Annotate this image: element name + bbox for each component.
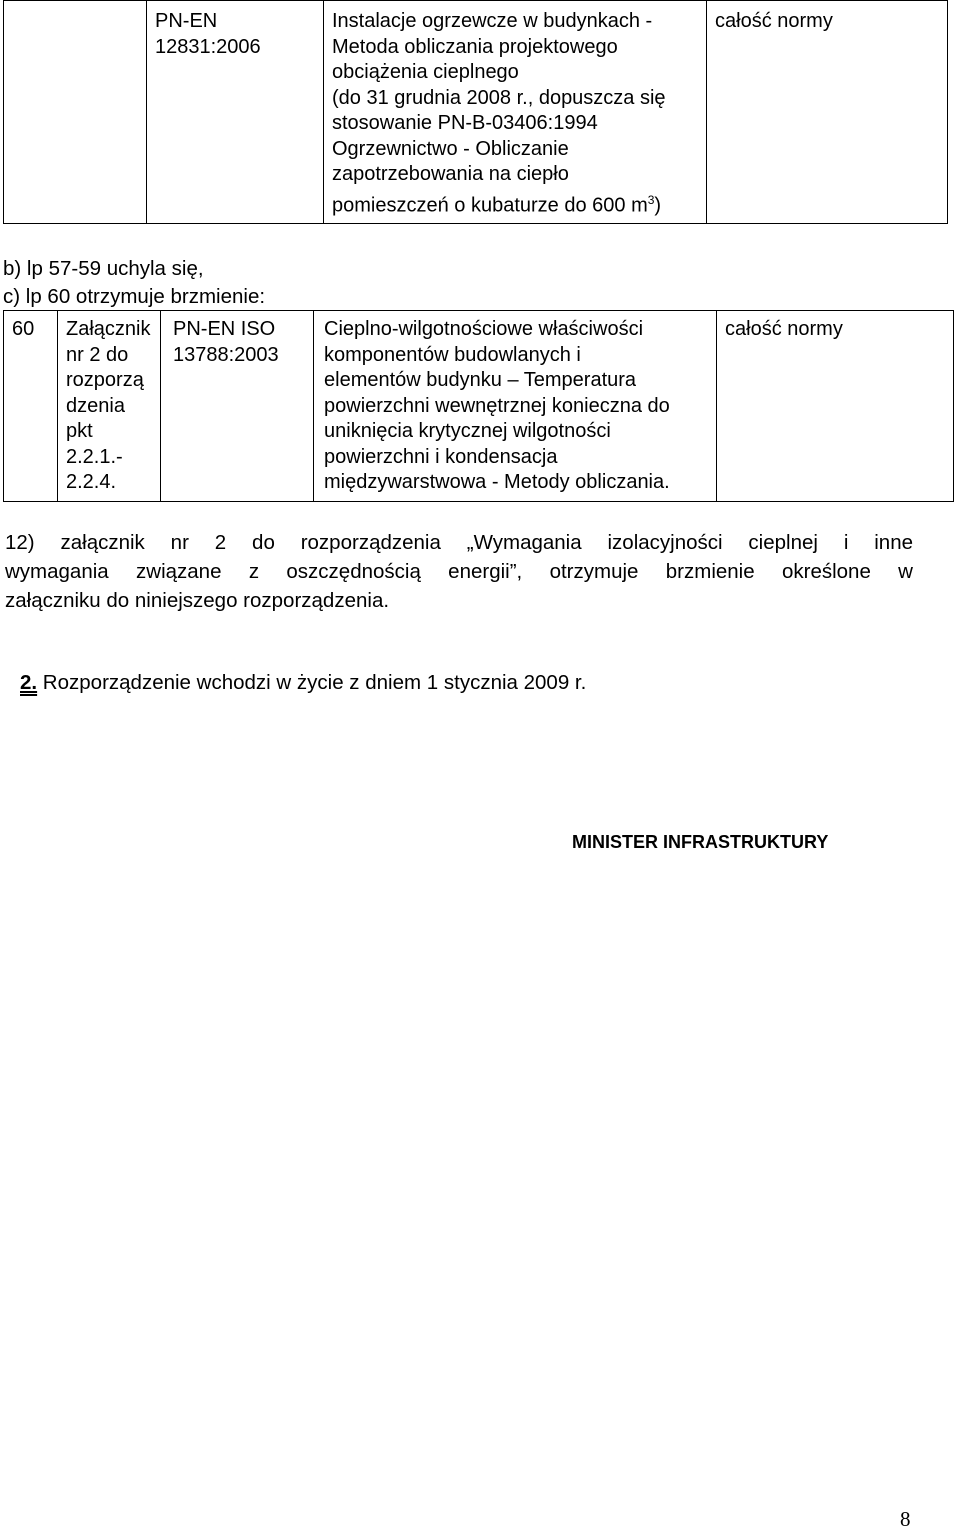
norm-code-line: 12831:2006 <box>155 35 261 58</box>
section-text: Rozporządzenie wchodzi w życie z dniem 1 stycznia 2009 r. <box>37 671 587 694</box>
norm-title-line: stosowanie PN-B-03406:1994 <box>332 112 598 134</box>
norm-title-line: Instalacje ogrzewcze w budynkach - <box>332 10 653 32</box>
table-cell-norm-code <box>147 1 324 224</box>
signature-title: MINISTER INFRASTRUKTURY <box>572 832 829 852</box>
norm-title-line: elementów budynku – Temperatura <box>324 369 637 391</box>
table-cell-blank <box>4 1 147 224</box>
table-row <box>4 311 954 502</box>
reference-line: nr 2 do <box>66 343 129 366</box>
norm-code-line: PN-EN <box>155 10 218 32</box>
superscript: 3 <box>647 192 655 207</box>
table-cell-reference <box>58 311 161 502</box>
norm-title-line: Ogrzewnictwo - Obliczanie <box>332 137 569 160</box>
reference-line: pkt <box>66 420 93 442</box>
norm-title-line: uniknięcia krytycznej wilgotności <box>324 420 611 442</box>
table-cell-norm-title <box>314 311 717 502</box>
section-2 <box>20 668 586 697</box>
paragraph-line: 12) załącznik nr 2 do rozporządzenia „Wymagania izolacyjności cieplnej i inne <box>5 531 913 554</box>
norm-title-line: (do 31 grudnia 2008 r., dopuszcza się <box>332 86 666 109</box>
reference-line: Załącznik <box>66 318 151 340</box>
table-cell-scope <box>707 1 948 224</box>
norm-title-line: powierzchni i kondensacja <box>324 445 558 468</box>
paragraph-line: załączniku do niniejszego rozporządzenia. <box>5 589 390 612</box>
table-cell-norm-title <box>324 1 707 224</box>
norm-code-line: PN-EN ISO <box>173 318 276 340</box>
scope-text: całość normy <box>715 10 833 32</box>
page-number: 8 <box>900 1507 911 1531</box>
norm-title-line: komponentów budowlanych i <box>324 343 581 366</box>
norm-code-line: 13788:2003 <box>173 343 279 366</box>
reference-line: 2.2.4. <box>66 471 117 493</box>
reference-line: rozporzą <box>66 369 144 391</box>
reference-line: dzenia <box>66 394 125 417</box>
table-cell-lp <box>4 311 58 502</box>
table-row <box>4 1 948 224</box>
norm-title-line: zapotrzebowania na ciepło <box>332 163 569 185</box>
intro-line-b: b) lp 57-59 uchyla się, <box>3 257 204 280</box>
norm-title-line: Metoda obliczania projektowego <box>332 35 618 58</box>
lp-number: 60 <box>12 318 35 340</box>
paragraph-line: wymagania związane z oszczędnością energii”, otrzymuje brzmienie określone w <box>5 560 913 583</box>
table-cell-norm-code <box>161 311 314 502</box>
table-cell-scope <box>717 311 954 502</box>
norm-title-line: międzywarstwowa - Metody obliczania. <box>324 471 670 493</box>
paragraph-12 <box>5 528 913 615</box>
norm-title-line: powierzchni wewnętrznej konieczna do <box>324 394 670 417</box>
norm-title-line: obciążenia cieplnego <box>332 61 519 83</box>
scope-text: całość normy <box>725 318 843 340</box>
norm-title-line: pomieszczeń o kubaturze do 600 $m^3$) <box>332 192 662 217</box>
norms-table-continued <box>3 0 948 224</box>
reference-line: 2.2.1.- <box>66 445 123 468</box>
section-number: 2. <box>20 671 38 694</box>
intro-line-c: c) lp 60 otrzymuje brzmienie: <box>3 285 266 308</box>
norms-table <box>3 310 954 502</box>
norm-title-line: Cieplno-wilgotnościowe właściwości <box>324 318 644 340</box>
